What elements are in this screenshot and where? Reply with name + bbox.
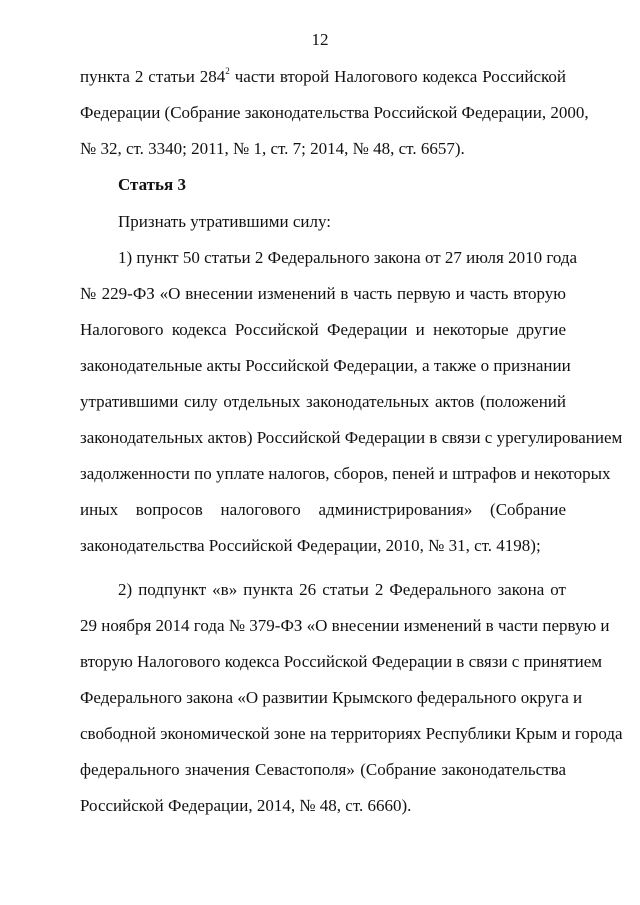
text-line (80, 67, 566, 87)
text-line: Налогового кодекса Российской Федерации и некоторые другие (80, 320, 566, 339)
text-line: № 32, ст. 3340; 2011, № 1, ст. 7; 2014, № 48, ст. 6657). (80, 139, 465, 158)
text-fragment: пункта 2 статьи 284 (80, 67, 226, 86)
superscript: 2 (225, 66, 230, 76)
text-line: иных вопросов налогового администрирования» (Собрание (80, 500, 566, 519)
text-line: законодательные акты Российской Федерации, а также о признании (80, 356, 571, 375)
text-line: федерального значения Севастополя» (Собрание законодательства (80, 760, 566, 779)
text-line: свободной экономической зоне на территориях Республики Крым и города (80, 724, 623, 743)
text-line: законодательных актов) Российской Федерации в связи с урегулированием (80, 428, 623, 447)
text-line: вторую Налогового кодекса Российской Федерации в связи с принятием (80, 652, 603, 671)
text-line: утратившими силу отдельных законодательных актов (положений (80, 392, 566, 411)
text-fragment: части второй Налогового кодекса Российской (234, 67, 566, 86)
text-line: Федерации (Собрание законодательства Российской Федерации, 2000, (80, 103, 589, 122)
text-line: 29 ноября 2014 года № 379-ФЗ «О внесении изменений в части первую и (80, 616, 610, 635)
text-line: Признать утратившими силу: (118, 212, 331, 231)
page-number: 12 (311, 30, 329, 49)
text-line: 1) пункт 50 статьи 2 Федерального закона от 27 июля 2010 года (118, 248, 578, 267)
text-line: задолженности по уплате налогов, сборов, пеней и штрафов и некоторых (80, 464, 611, 483)
article-heading: Статья 3 (118, 175, 186, 194)
text-line: законодательства Российской Федерации, 2010, № 31, ст. 4198); (80, 536, 541, 555)
text-line: Российской Федерации, 2014, № 48, ст. 6660). (80, 796, 412, 815)
text-line: Федерального закона «О развитии Крымского федерального округа и (80, 688, 583, 707)
text-line: 2) подпункт «в» пункта 26 статьи 2 Федерального закона от (118, 580, 566, 599)
text-line: № 229-ФЗ «О внесении изменений в часть первую и часть вторую (80, 284, 566, 303)
